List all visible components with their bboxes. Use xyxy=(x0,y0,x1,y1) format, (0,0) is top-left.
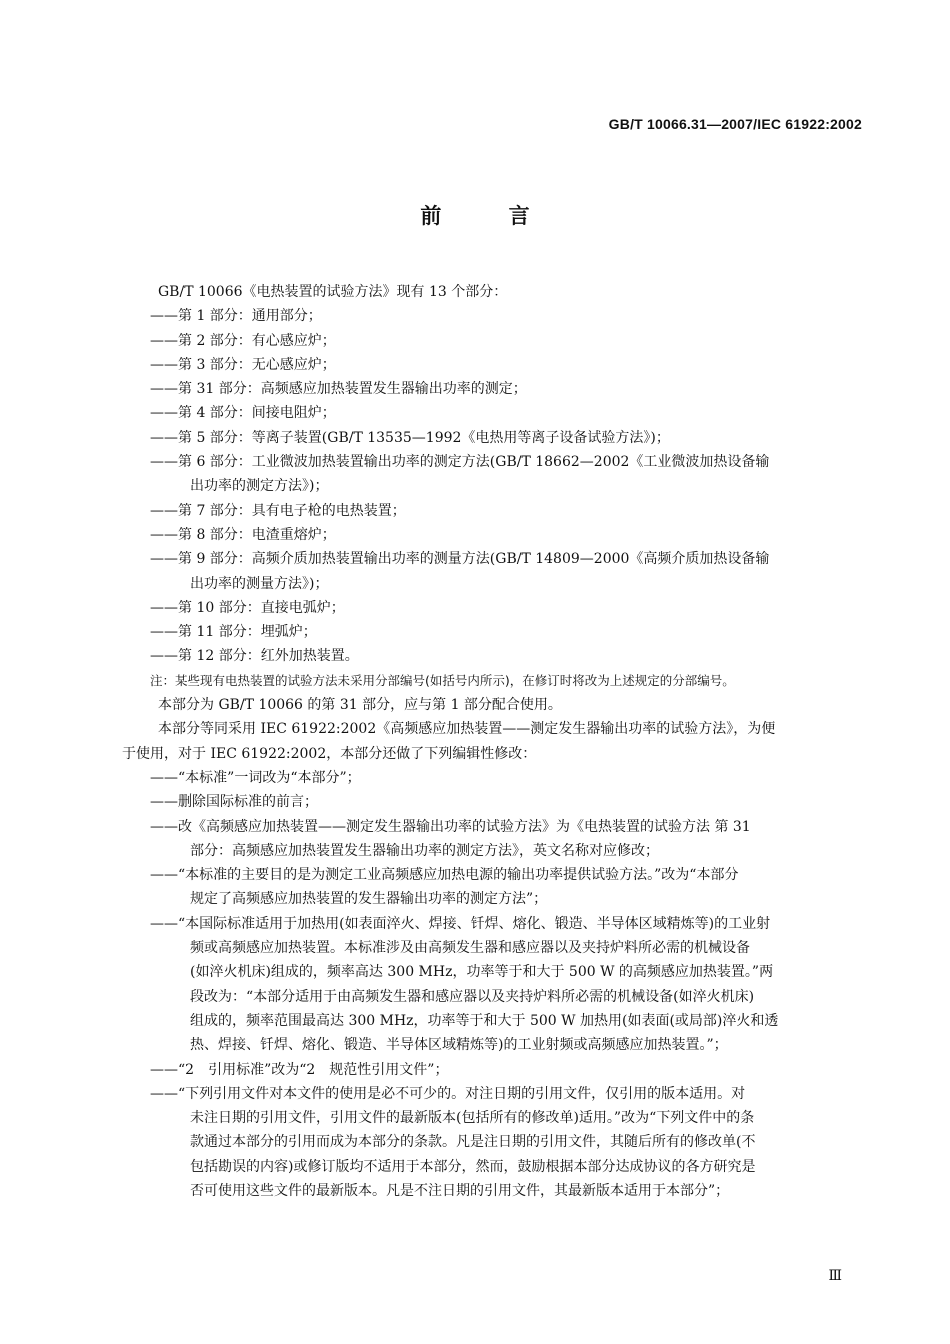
list-item-continuation: 规定了高频感应加热装置的发生器输出功率的测定方法”； xyxy=(190,891,548,908)
list-item-continuation: 包括勘误的内容)或修订版均不适用于本部分，然而，鼓励根据本部分达成协议的各方研究是 xyxy=(190,1158,756,1175)
list-item-continuation: (如淬火机床)组成的，频率高达 300 MHz，功率等于和大于 500 W 的高频感应加热装置。”两 xyxy=(190,964,774,981)
note: 注：某些现有电热装置的试验方法未采用分部编号(如括号内所示)，在修订时将改为上述规定的分部编号。 xyxy=(150,672,735,688)
list-item: ——“2 引用标准”改为“2 规范性引用文件”； xyxy=(150,1061,449,1078)
intro-paragraph: GB/T 10066《电热装置的试验方法》现有 13 个部分： xyxy=(158,284,508,300)
list-item: ——第 1 部分：通用部分； xyxy=(150,308,322,325)
list-item: ——第 11 部分：埋弧炉； xyxy=(150,624,317,641)
list-item-continuation: 款通过本部分的引用而成为本部分的条款。凡是注日期的引用文件，其随后所有的修改单(不 xyxy=(190,1134,756,1151)
list-item: ——第 7 部分：具有电子枪的电热装置； xyxy=(150,502,406,519)
list-item: ——第 2 部分：有心感应炉； xyxy=(150,332,336,349)
list-item-continuation: 出功率的测量方法》)； xyxy=(190,575,329,592)
list-item-continuation: 组成的，频率范围最高达 300 MHz，功率等于和大于 500 W 加热用(如表面(或局部)淬火和透 xyxy=(190,1012,779,1029)
list-item: ——第 4 部分：间接电阻炉； xyxy=(150,405,336,422)
list-item-continuation: 部分：高频感应加热装置发生器输出功率的测定方法》，英文名称对应修改； xyxy=(190,842,659,859)
page-number: Ⅲ xyxy=(828,1268,842,1284)
list-item: ——“下列引用文件对本文件的使用是必不可少的。对注日期的引用文件，仅引用的版本适用。对 xyxy=(150,1085,746,1102)
list-item: ——第 8 部分：电渣重熔炉； xyxy=(150,526,336,543)
list-item-continuation: 热、焊接、钎焊、熔化、锻造、半导体区域精炼等)的工业射频或高频感应加热装置。”； xyxy=(190,1037,728,1054)
standard-code: GB/T 10066.31—2007/IEC 61922:2002 xyxy=(608,116,862,132)
list-item: ——删除国际标准的前言； xyxy=(150,794,318,811)
list-item-continuation: 段改为：“本部分适用于由高频发生器和感应器以及夹持炉料所必需的机械设备(如淬火机床) xyxy=(190,988,755,1005)
paragraph: 本部分等同采用 IEC 61922:2002《高频感应加热装置——测定发生器输出功率的试验方法》，为便 xyxy=(158,721,776,738)
document-body xyxy=(122,280,862,1203)
list-item: ——第 5 部分：等离子装置(GB/T 13535—1992《电热用等离子设备试验方法》)； xyxy=(150,429,670,446)
list-item: ——第 10 部分：直接电弧炉； xyxy=(150,599,345,616)
list-item: ——第 12 部分：红外加热装置。 xyxy=(150,648,359,665)
page-title: 前 言 xyxy=(420,204,560,228)
list-item-continuation: 否可使用这些文件的最新版本。凡是不注日期的引用文件，其最新版本适用于本部分”； xyxy=(190,1182,730,1199)
list-item: ——第 9 部分：高频介质加热装置输出功率的测量方法(GB/T 14809—2000《高频介质加热设备输 xyxy=(150,551,770,568)
list-item: ——改《高频感应加热装置——测定发生器输出功率的试验方法》为《电热装置的试验方法 第 31 xyxy=(150,818,751,835)
list-item-continuation: 频或高频感应加热装置。本标准涉及由高频发生器和感应器以及夹持炉料所必需的机械设备 xyxy=(190,940,750,957)
list-item: ——“本标准”一词改为“本部分”； xyxy=(150,769,361,786)
list-item-continuation: 出功率的测定方法》)； xyxy=(190,478,329,495)
list-item-continuation: 未注日期的引用文件，引用文件的最新版本(包括所有的修改单)适用。”改为“下列文件中的条 xyxy=(190,1110,755,1127)
list-item: ——第 6 部分：工业微波加热装置输出功率的测定方法(GB/T 18662—2002《工业微波加热设备输 xyxy=(150,454,770,471)
paragraph: 本部分为 GB/T 10066 的第 31 部分，应与第 1 部分配合使用。 xyxy=(158,697,562,714)
list-item: ——“本国际标准适用于加热用(如表面淬火、焊接、钎焊、熔化、锻造、半导体区域精炼等)的工业射 xyxy=(150,915,771,932)
paragraph-continuation: 于使用，对于 IEC 61922:2002，本部分还做了下列编辑性修改： xyxy=(122,745,537,762)
list-item: ——第 3 部分：无心感应炉； xyxy=(150,356,336,373)
list-item: ——“本标准的主要目的是为测定工业高频感应加热电源的输出功率提供试验方法。”改为“本部分 xyxy=(150,867,739,884)
list-item: ——第 31 部分：高频感应加热装置发生器输出功率的测定； xyxy=(150,381,527,398)
